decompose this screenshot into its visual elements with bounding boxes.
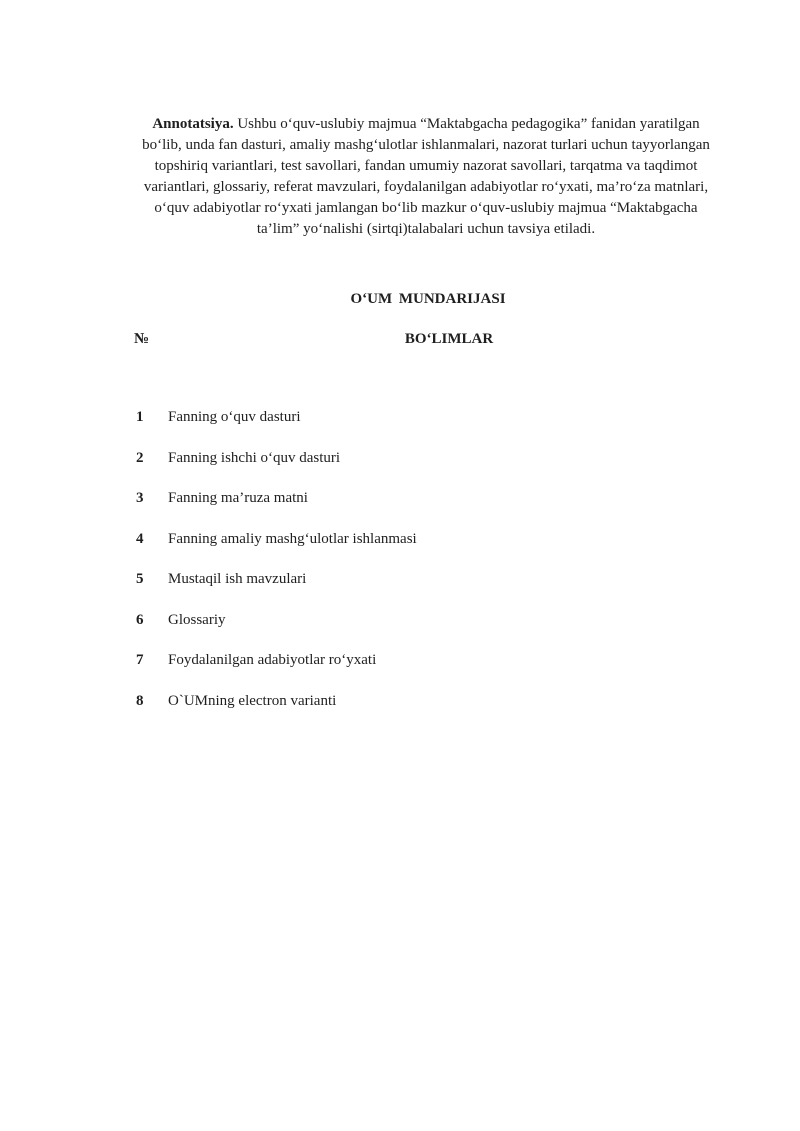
toc-item-label: O`UMning electron varianti xyxy=(168,692,337,709)
abstract-line-1: Ushbu o‘quv-uslubiy majmua “Maktabgacha pedagogika” fanidan yaratilgan xyxy=(233,116,700,132)
toc-item-number: 4 xyxy=(136,530,144,547)
toc-item xyxy=(0,691,800,732)
toc-item-label: Foydalanilgan adabiyotlar ro‘yxati xyxy=(168,652,377,668)
toc-item-label: Fanning amaliy mashg‘ulotlar ishlanmasi xyxy=(168,530,417,547)
sections-column-header: BO‘LIMLAR xyxy=(404,331,494,347)
number-column-header: № xyxy=(134,331,150,347)
toc-item-label: Mustaqil ish mavzulari xyxy=(168,571,307,587)
toc-item-label: Fanning o‘quv dasturi xyxy=(168,409,301,425)
toc-item xyxy=(0,529,800,570)
toc-item xyxy=(0,610,800,651)
abstract-line-6: ta’lim” yo‘nalishi (sirtqi)talabalari uchun tavsiya etiladi. xyxy=(256,221,596,237)
toc-item xyxy=(0,650,800,691)
toc-item xyxy=(0,448,800,489)
toc-item-label: Fanning ishchi o‘quv dasturi xyxy=(168,449,341,466)
toc-list xyxy=(0,407,800,731)
toc-item xyxy=(0,569,800,610)
toc-item xyxy=(0,407,800,448)
toc-item-number: 2 xyxy=(136,449,144,466)
toc-item-number: 1 xyxy=(136,409,144,425)
toc-item-number: 8 xyxy=(136,692,144,709)
toc-item-label: Glossariy xyxy=(168,611,226,628)
toc-item xyxy=(0,488,800,529)
abstract-lead: Annotatsiya. xyxy=(152,116,234,132)
toc-item-number: 6 xyxy=(136,611,144,628)
abstract-line-3: topshiriq variantlari, test savollari, fandan umumiy nazorat savollari, tarqatma va taqdimot xyxy=(154,158,698,174)
abstract-paragraph xyxy=(110,114,742,240)
toc-title: O‘UM MUNDARIJASI xyxy=(350,291,506,307)
abstract-line-5: o‘quv adabiyotlar ro‘yxati jamlangan bo‘lib mazkur o‘quv-uslubiy majmua “Maktabgacha xyxy=(154,200,698,216)
abstract-line-2: bo‘lib, unda fan dasturi, amaliy mashg‘ulotlar ishlanmalari, nazorat turlari uchun tayyorlangan xyxy=(142,137,710,153)
toc-item-number: 3 xyxy=(136,490,144,506)
toc-item-label: Fanning ma’ruza matni xyxy=(168,490,308,506)
toc-item-number: 5 xyxy=(136,571,144,587)
abstract-line-4: variantlari, glossariy, referat mavzulari, foydalanilgan adabiyotlar ro‘yxati, ma’ro‘za matnlari, xyxy=(143,179,709,195)
toc-item-number: 7 xyxy=(136,652,144,668)
